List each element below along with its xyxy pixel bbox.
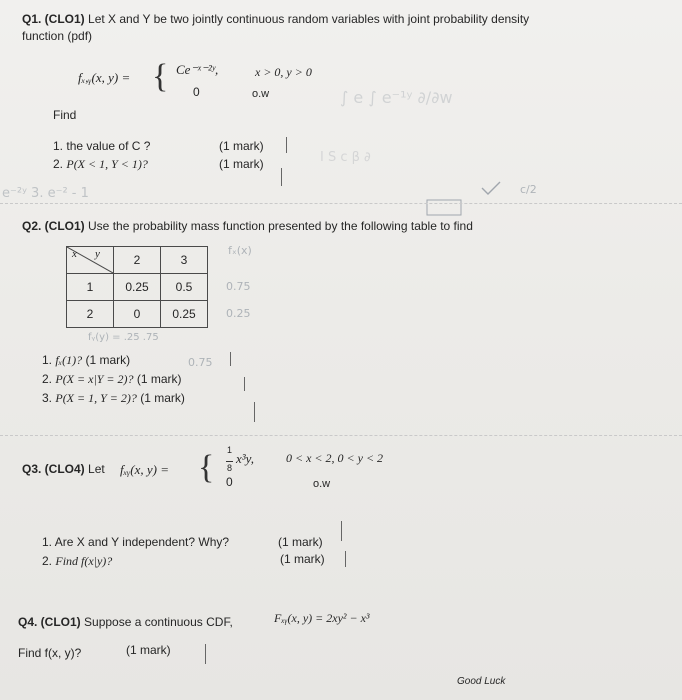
q1-item-2 <box>53 157 148 172</box>
q3-case2-expr: 0 <box>226 475 233 489</box>
q3-item-2 <box>42 554 112 569</box>
q1-item-1-marks: (1 mark) <box>219 139 264 153</box>
pencil-tick-mark <box>345 551 346 567</box>
q2-item-2-marks: (1 mark) <box>136 372 182 386</box>
q1-find-label: Find <box>53 108 77 122</box>
right-scribble-note: c/2 <box>520 183 537 196</box>
pmf-row <box>67 274 208 301</box>
pencil-scribble: I S c β ∂ <box>320 150 371 165</box>
q3-item-1-num: 1. <box>42 535 53 549</box>
pmf-under-note: fᵧ(y) = .25 .75 <box>88 332 159 343</box>
q2-item-3-text: P(X = 1, Y = 2)? <box>55 391 137 405</box>
q3-text: Let <box>88 462 105 476</box>
q1-pdf-case2-cond: o.w <box>252 88 270 100</box>
pmf-row2-note: 0.25 <box>226 307 251 320</box>
q3-item-2-text: Find f(x|y)? <box>55 554 113 568</box>
q4-cdf: Fₓᵧ(x, y) = 2xy² − x³ <box>274 611 370 625</box>
q2-item-2-text: P(X = x|Y = 2)? <box>55 372 134 386</box>
q1-line1 <box>22 12 529 26</box>
q3-frac-den: 8 <box>226 463 232 473</box>
q4-line <box>18 615 233 629</box>
pmf-col-header: 3 <box>161 247 208 274</box>
q1-text-line2: function (pdf) <box>22 29 93 43</box>
q2-item-1-text: fₓ(1)? <box>55 353 83 367</box>
q1-pdf-case2-expr: 0 <box>193 85 200 99</box>
pmf-table <box>66 246 208 328</box>
q2-text: Use the probability mass function presented by the following table to find <box>88 219 473 233</box>
q1-item-2-text: P(X < 1, Y < 1)? <box>66 157 148 171</box>
q1-item-1-text: the value of C ? <box>66 139 151 153</box>
q2-item-3 <box>42 391 185 406</box>
q2-item-2-num: 2. <box>42 372 53 386</box>
q3-case2-cond: o.w <box>313 478 331 490</box>
pencil-tick-mark <box>205 644 206 664</box>
q2-item-1-marks: (1 mark) <box>85 353 131 367</box>
q4-text: Suppose a continuous CDF, <box>84 615 233 629</box>
q1-item-1-num: 1. <box>53 139 64 153</box>
q3-item-1 <box>42 535 229 549</box>
q3-item-2-num: 2. <box>42 554 53 568</box>
q1-text-line1: Let X and Y be two jointly continuous random variables with joint probability density <box>88 12 530 26</box>
pmf-col-header: 2 <box>114 247 161 274</box>
pmf-cell: 0.25 <box>114 274 161 301</box>
q1-item-1 <box>53 139 150 153</box>
section-divider <box>0 435 682 436</box>
q3-heading: Q3. (CLO4) <box>22 462 85 476</box>
q4-find-text: Find f(x, y)? <box>18 646 82 660</box>
pencil-tick-mark <box>286 137 287 153</box>
q2-item-3-marks: (1 mark) <box>140 391 185 405</box>
pmf-row-header: 1 <box>67 274 114 301</box>
pmf-header-row <box>67 247 208 274</box>
q2-item-2 <box>42 372 182 387</box>
left-margin-note: e⁻²ʸ 3. e⁻² - 1 <box>2 186 89 201</box>
pencil-tick-mark <box>254 402 255 422</box>
q3-frac-num: 1 <box>226 445 232 455</box>
good-luck-text: Good Luck <box>457 676 506 687</box>
q3-brace: { <box>198 449 215 486</box>
pencil-tick-mark <box>230 352 231 366</box>
pmf-corner-y: y <box>95 248 100 260</box>
q3-case1-cond: 0 < x < 2, 0 < y < 2 <box>286 451 384 465</box>
q4-heading: Q4. (CLO1) <box>18 615 81 629</box>
q3-item-1-text: Are X and Y independent? Why? <box>54 535 230 549</box>
pencil-scribble: ∫ e ∫ e⁻¹ʸ ∂/∂w <box>340 88 453 107</box>
q1-pdf-case1-cond: x > 0, y > 0 <box>255 65 312 79</box>
q3-item-1-marks: (1 mark) <box>278 535 323 549</box>
pmf-corner-cell <box>67 247 114 274</box>
q1-brace: { <box>152 58 169 95</box>
q2-item-1 <box>42 353 130 368</box>
q2-heading: Q2. (CLO1) <box>22 219 85 233</box>
q2-item-3-num: 3. <box>42 391 53 405</box>
pmf-cell: 0 <box>114 301 161 328</box>
pmf-col-note: fₓ(x) <box>228 244 252 257</box>
q1-pdf-lhs: fₓ,ᵧ(x, y) = <box>78 70 131 85</box>
q3-pdf-lhs: fₓᵧ(x, y) = <box>120 462 170 477</box>
q2-item1-note: 0.75 <box>188 356 213 369</box>
pmf-row-header: 2 <box>67 301 114 328</box>
pencil-box-scribble <box>425 197 465 219</box>
q3-fraction <box>226 446 233 473</box>
pmf-corner-x: x <box>72 248 77 260</box>
q1-item-2-num: 2. <box>53 157 64 171</box>
pmf-row1-note: 0.75 <box>226 280 251 293</box>
pencil-tick-mark <box>281 168 282 186</box>
pencil-tick-mark <box>244 377 245 391</box>
pmf-cell: 0.25 <box>161 301 208 328</box>
q3-line <box>22 462 105 476</box>
check-mark-icon <box>480 180 502 196</box>
q2-item-1-num: 1. <box>42 353 53 367</box>
q2-line <box>22 219 473 233</box>
section-divider <box>0 203 682 204</box>
q1-item-2-marks: (1 mark) <box>219 157 264 171</box>
q3-item-2-marks: (1 mark) <box>280 552 325 566</box>
pmf-cell: 0.5 <box>161 274 208 301</box>
q3-case1-expr: x³y, <box>236 451 254 466</box>
q1-heading: Q1. (CLO1) <box>22 12 85 26</box>
q4-marks: (1 mark) <box>126 643 171 657</box>
pencil-tick-mark <box>341 521 342 541</box>
pmf-row <box>67 301 208 328</box>
q1-pdf-case1-expr: Ce⁻ˣ⁻²ʸ, <box>176 62 219 77</box>
